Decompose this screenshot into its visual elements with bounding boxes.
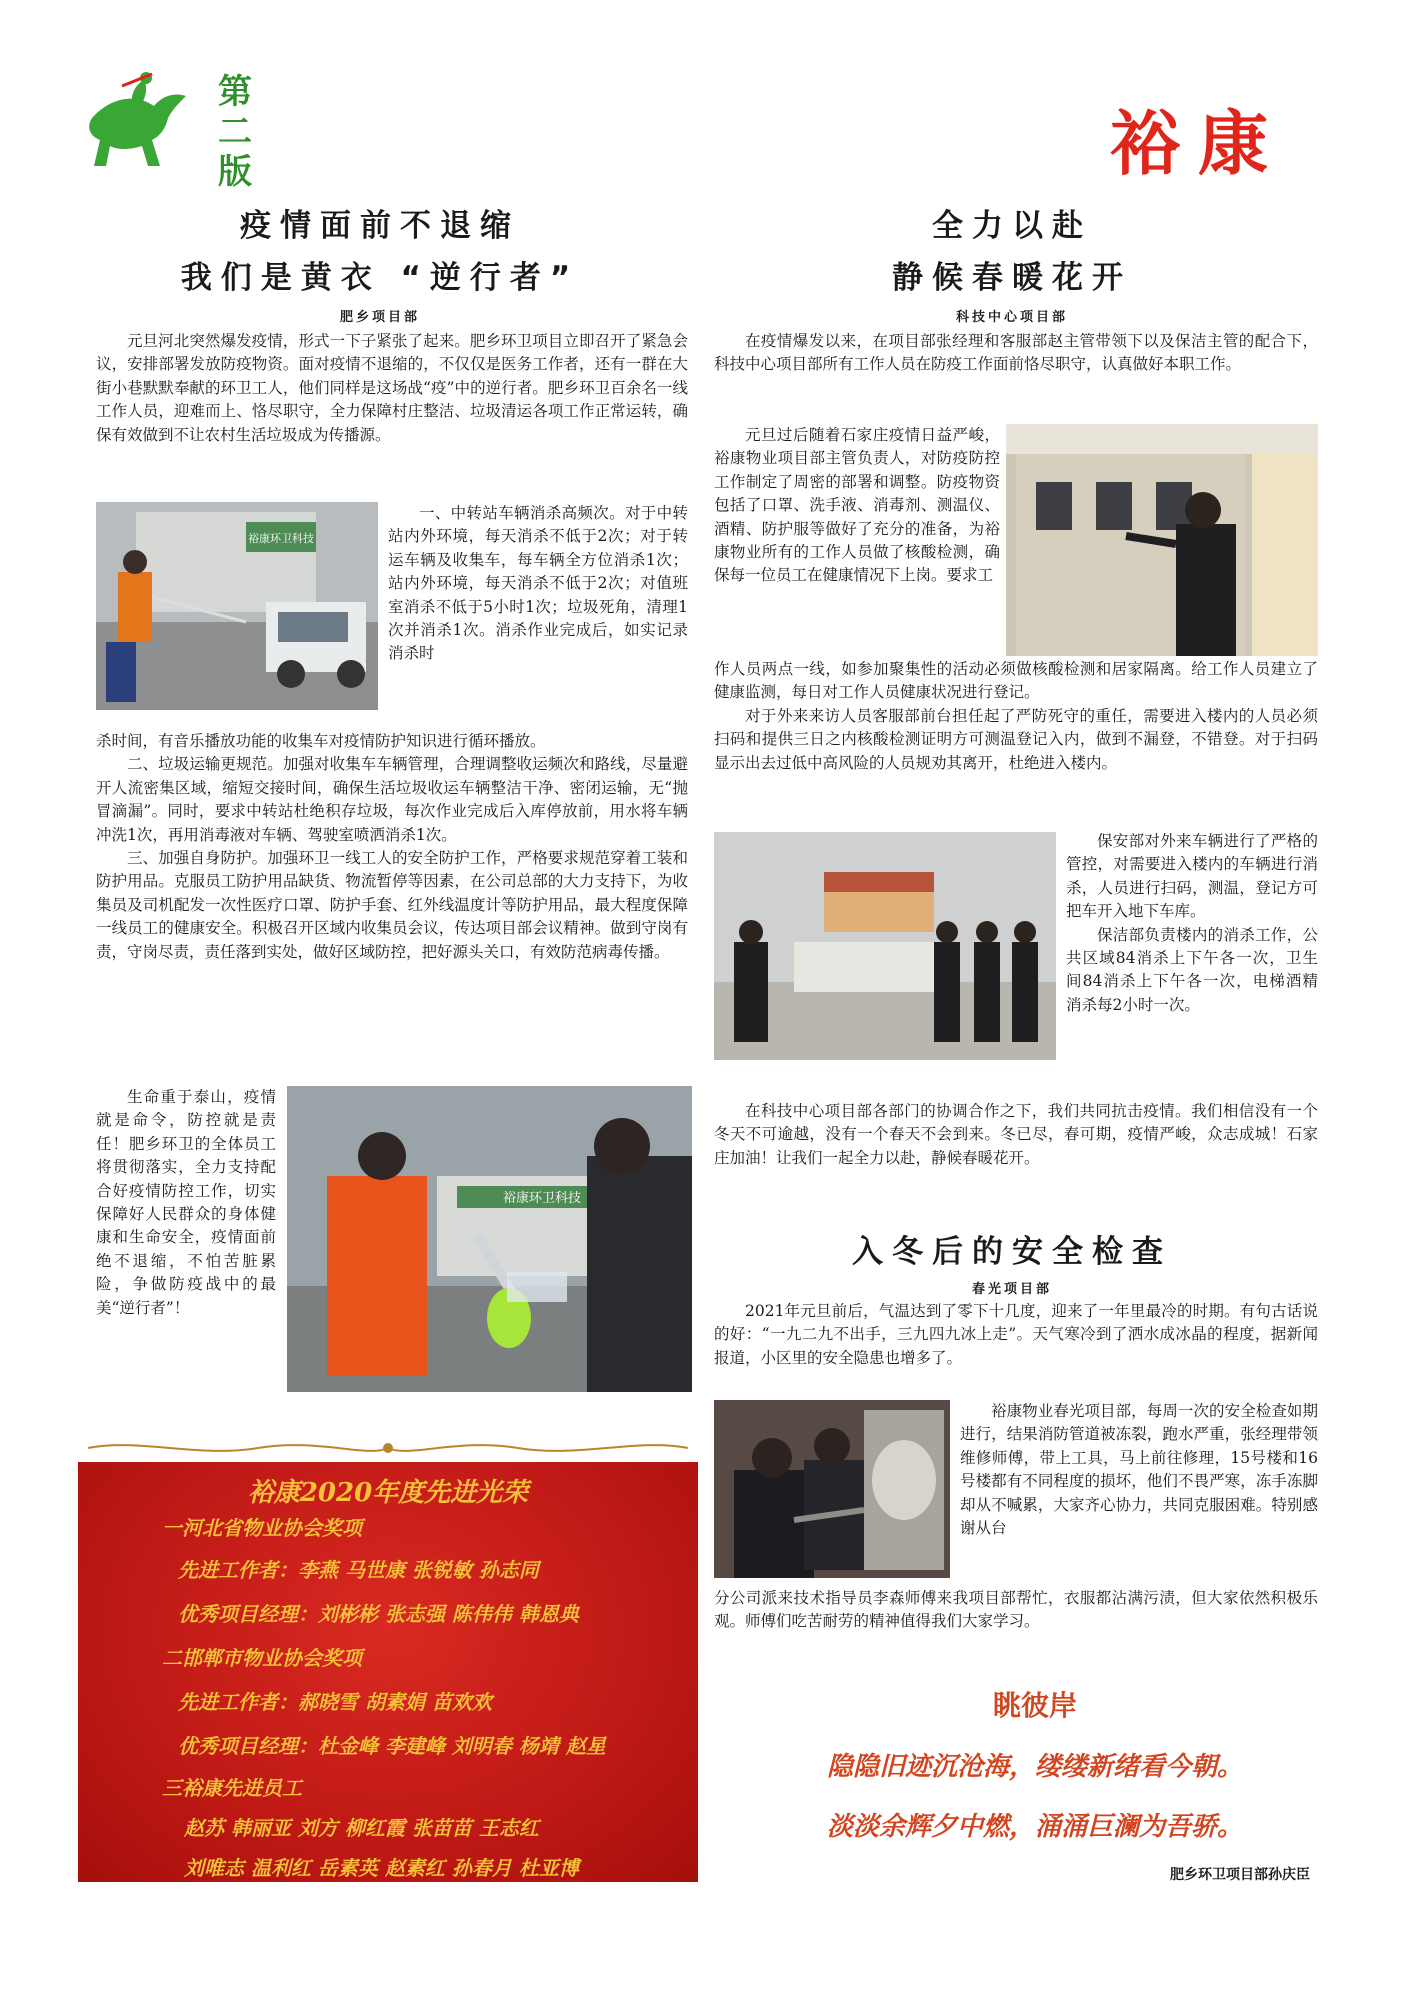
reception-photo bbox=[714, 832, 1056, 1060]
truck-photo bbox=[96, 502, 378, 710]
article3-title: 入冬后的安全检查 bbox=[852, 1234, 1172, 1270]
article1-closing bbox=[96, 1086, 276, 1320]
award-item: 优秀项目经理：杜金峰 李建峰 刘明春 杨靖 赵星 bbox=[178, 1734, 606, 1758]
award-item: 先进工作者：李燕 马世康 张锐敏 孙志同 bbox=[178, 1558, 539, 1582]
award-item: 三裕康先进员工 bbox=[162, 1776, 302, 1800]
logo bbox=[82, 66, 192, 176]
paragraph: 元旦河北突然爆发疫情，形式一下子紧张了起来。肥乡环卫项目立即召开了紧急会议，安排部署发放防疫物资。面对疫情不退缩的，不仅仅是医务工作者，还有一群在大街小巷默默奉献的环卫工人，他们同样是这场战“疫”中的逆行者。肥乡环卫百余名一线工作人员，迎难而上、恪尽职守，全力保障村庄整洁、垃圾清运各项工作正常运转，确保有效做到不让农村生活垃圾成为传播源。 bbox=[96, 332, 688, 444]
paragraph: 一、中转站车辆消杀高频次。对于中转站内外环境，每天消杀不低于2次；对于转运车辆及收集车，每车辆全方位消杀1次；站内外环境，每天消杀不低于2次；对值班室消杀不低于5小时1次；垃圾死角，清理1次并消杀1次。消杀作业完成后，如实记录消杀时 bbox=[388, 504, 688, 663]
article1-subtitle: 我们是黄衣 “逆行者” bbox=[180, 260, 580, 296]
article2-body bbox=[714, 330, 1318, 377]
horse-rider-icon bbox=[82, 66, 192, 176]
award-item: 一河北省物业协会奖项 bbox=[162, 1516, 362, 1540]
article3-byline: 春光项目部 bbox=[971, 1282, 1052, 1297]
article3-body-wrap bbox=[960, 1400, 1318, 1540]
poem-author: 肥乡环卫项目部孙庆臣 bbox=[1170, 1867, 1310, 1883]
article3-body-2 bbox=[714, 1587, 1318, 1634]
paragraph: 二、垃圾运输更规范。加强对收集车车辆管理，合理调整收运频次和路线，尽量避开人流密集区域，缩短交接时间，确保生活垃圾收运车辆整洁干净、密闭运输，无“抛冒滴漏”。同时，要求中转站杜绝积存垃圾，每次作业完成后入库停放前，用水将车辆冲洗1次，再用消毒液对车辆、驾驶室喷洒消杀1次。 bbox=[96, 755, 688, 844]
article2-body-wrap-2 bbox=[1066, 830, 1318, 1017]
truck-sign: 裕康环卫科技 bbox=[502, 1191, 582, 1206]
disinfection-photo bbox=[287, 1086, 692, 1392]
article2-body-2 bbox=[714, 658, 1318, 775]
article1-byline: 肥乡项目部 bbox=[339, 310, 420, 325]
pipe-repair-photo bbox=[714, 1400, 950, 1578]
paragraph: 2021年元旦前后，气温达到了零下十几度，迎来了一年里最冷的时期。有句古话说的好：“一九二九不出手，三九四九冰上走”。天气寒冷到了洒水成冰晶的程度，据新闻报道，小区里的安全隐患也增多了。 bbox=[714, 1302, 1318, 1367]
award-item: 先进工作者：郝晓雪 胡素娟 苗欢欢 bbox=[178, 1690, 492, 1714]
article1-title: 疫情面前不退缩 bbox=[240, 208, 520, 244]
paragraph: 分公司派来技术指导员李森师傅来我项目部帮忙，衣服都沾满污渍，但大家依然积极乐观。师傅们吃苦耐劳的精神值得我们大家学习。 bbox=[714, 1589, 1318, 1631]
paragraph: 对于外来来访人员客服部前台担任起了严防死守的重任，需要进入楼内的人员必须扫码和提供三日之内核酸检测证明方可测温登记入内，做到不漏登，不错登。对于扫码显示出去过低中高风险的人员规劝其离开，杜绝进入楼内。 bbox=[714, 706, 1318, 772]
paragraph: 保洁部负责楼内的消杀工作，公共区域84消杀上下午各一次，卫生间84消杀上下午各一次，电梯酒精消杀每2小时一次。 bbox=[1066, 925, 1318, 1014]
article2-byline: 科技中心项目部 bbox=[955, 310, 1068, 325]
award-title: 裕康2020年度先进光荣 bbox=[247, 1478, 529, 1508]
paragraph: 杀时间，有音乐播放功能的收集车对疫情防护知识进行循环播放。 bbox=[96, 732, 546, 750]
paragraph: 保安部对外来车辆进行了严格的管控，对需要进入楼内的车辆进行消杀，人员进行扫码，测温，登记方可把车开入地下车库。 bbox=[1066, 832, 1318, 921]
article1-body-wrap bbox=[388, 502, 688, 666]
article1-body bbox=[96, 330, 688, 447]
brand-title: 裕康 bbox=[1110, 102, 1286, 185]
edition-label: 第二版 bbox=[218, 72, 252, 192]
paragraph: 在疫情爆发以来，在项目部张经理和客服部赵主管带领下以及保洁主管的配合下，科技中心项目部所有工作人员在防疫工作面前恪尽职守，认真做好本职工作。 bbox=[714, 332, 1318, 374]
door-disinfection-photo bbox=[1006, 424, 1318, 656]
paragraph: 元旦过后随着石家庄疫情日益严峻，裕康物业项目部主管负责人，对防疫防控工作制定了周密的部署和调整。防疫物资包括了口罩、洗手液、消毒剂、测温仪、酒精、防护服等做好了充分的准备，为裕康物业所有的工作人员做了核酸检测，确保每一位员工在健康情况下上岗。要求工 bbox=[714, 426, 1000, 585]
paragraph: 三、加强自身防护。加强环卫一线工人的安全防护工作，严格要求规范穿着工装和防护用品。克服员工防护用品缺货、物流暂停等因素，在公司总部的大力支持下，为收集员及司机配发一次性医疗口罩、防护手套、红外线温度计等防护用品，最大程度保障一线员工的健康安全。积极召开区域内收集员会议，传达项目部会议精神。做到守岗有责，守岗尽责，责任落到实处，做好区域防控，把好源头关口，有效防范病毒传播。 bbox=[96, 849, 688, 961]
award-item: 二邯郸市物业协会奖项 bbox=[162, 1646, 362, 1670]
article3-body bbox=[714, 1300, 1318, 1370]
article2-closing bbox=[714, 1100, 1318, 1170]
article2-subtitle: 静候春暖花开 bbox=[892, 260, 1132, 296]
paragraph: 在科技中心项目部各部门的协调合作之下，我们共同抗击疫情。我们相信没有一个冬天不可逾越，没有一个春天不会到来。冬已尽，春可期，疫情严峻，众志成城！石家庄加油！让我们一起全力以赴，静候春暖花开。 bbox=[714, 1102, 1318, 1167]
article2-body-wrap bbox=[714, 424, 1000, 588]
article1-body-2 bbox=[96, 730, 688, 964]
poem-title: 眺彼岸 bbox=[992, 1689, 1077, 1722]
paragraph: 作人员两点一线，如参加聚集性的活动必须做核酸检测和居家隔离。给工作人员建立了健康监测，每日对工作人员健康状况进行登记。 bbox=[714, 660, 1318, 702]
poem-line: 淡淡余辉夕中燃，涌涌巨澜为吾骄。 bbox=[826, 1812, 1243, 1842]
award-item: 赵苏 韩丽亚 刘方 柳红霞 张苗苗 王志红 bbox=[184, 1816, 539, 1840]
paragraph: 裕康物业春光项目部，每周一次的安全检查如期进行，结果消防管道被冻裂，跑水严重，张经理带领维修师傅，带上工具，马上前往修理，15号楼和16号楼都有不同程度的损坏，他们不畏严寒，冻手冻脚却从不喊累，大家齐心协力，共同克服困难。特别感谢从台 bbox=[960, 1402, 1318, 1538]
award-panel bbox=[78, 1462, 698, 1882]
award-item: 刘唯志 温利红 岳素英 赵素红 孙春月 杜亚博 bbox=[184, 1856, 579, 1880]
paragraph: 生命重于泰山，疫情就是命令，防控就是责任！肥乡环卫的全体员工将贯彻落实，全力支持配合好疫情防控工作，切实保障好人民群众的身体健康和生命安全，疫情面前绝不退缩，不怕苦脏累险，争做防疫战中的最美“逆行者”！ bbox=[96, 1088, 276, 1317]
truck-sign: 裕康环卫科技 bbox=[248, 532, 314, 545]
article2-title: 全力以赴 bbox=[932, 208, 1092, 244]
ornament-divider bbox=[78, 1438, 698, 1458]
award-item: 优秀项目经理：刘彬彬 张志强 陈伟伟 韩恩典 bbox=[178, 1602, 579, 1626]
poem-line: 隐隐旧迹沉沧海，缕缕新绪看今朝。 bbox=[826, 1752, 1243, 1782]
